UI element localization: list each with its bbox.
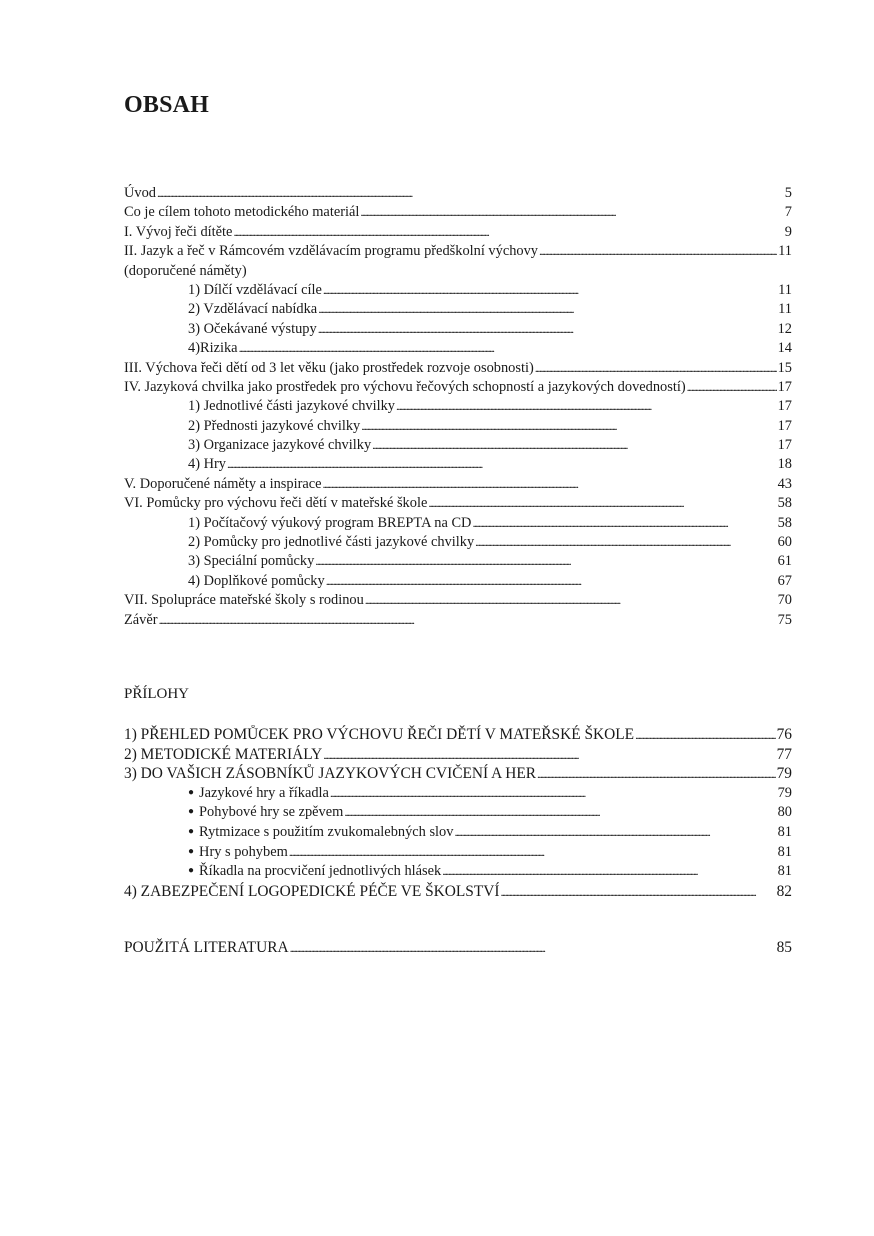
toc-entry-page: 11 xyxy=(778,281,792,298)
leader-dots xyxy=(318,320,777,339)
toc-entry-page: 61 xyxy=(777,553,792,570)
toc-entry-label: 3) Očekávané výstupy xyxy=(188,320,317,337)
toc-entry[interactable] xyxy=(124,242,792,261)
toc-entry-page: 11 xyxy=(778,301,792,318)
toc-entry-label: (doporučené náměty) xyxy=(124,262,247,279)
toc-entry-label: 1) Jednotlivé části jazykové chvilky xyxy=(188,398,396,415)
toc-entry-continuation xyxy=(124,262,792,281)
appendix-entry-label: ● Rytmizace s použitím zvukomalebných slov xyxy=(188,823,453,843)
literature-page: 85 xyxy=(776,939,792,956)
appendix-entry-page: 79 xyxy=(777,784,792,801)
appendix-entry-page: 81 xyxy=(777,823,792,840)
toc-entry-label: IV. Jazyková chvilka jako prostředek pro výchovu řečových schopností a jazykových dovedností) xyxy=(124,378,686,395)
leader-dots xyxy=(233,223,783,242)
toc-entry[interactable] xyxy=(124,223,792,242)
literature-label: POUŽITÁ LITERATURA xyxy=(124,939,289,956)
leader-dots xyxy=(323,281,777,300)
toc-subentry[interactable] xyxy=(124,417,792,436)
leader-dots xyxy=(227,455,777,474)
toc-entry-label: V. Doporučené náměty a inspirace xyxy=(124,475,322,492)
toc-entry-label: 4) Hry xyxy=(188,456,226,473)
toc-entry[interactable] xyxy=(124,359,792,378)
appendix-entry-label: ● Pohybové hry se zpěvem xyxy=(188,803,343,823)
appendix-bullet-entry[interactable] xyxy=(124,823,792,843)
leader-dots xyxy=(442,862,776,882)
leader-dots xyxy=(159,611,777,630)
appendix-entry-label: ● Jazykové hry a říkadla xyxy=(188,784,329,804)
leader-dots xyxy=(330,784,777,804)
leader-dots xyxy=(472,514,776,533)
toc-entry-page: 18 xyxy=(777,456,792,473)
appendix-list xyxy=(124,725,792,901)
toc-entry-page: 5 xyxy=(784,185,792,201)
leader-dots xyxy=(360,203,783,222)
leader-dots xyxy=(372,436,776,455)
toc-subentry[interactable] xyxy=(124,455,792,474)
appendix-entry-label: 2) METODICKÉ MATERIÁLY xyxy=(124,745,323,763)
toc-entry[interactable] xyxy=(124,203,792,222)
leader-dots xyxy=(290,938,776,958)
toc-entry-label: 4) Doplňkové pomůcky xyxy=(188,572,325,589)
leader-dots xyxy=(315,552,776,571)
leader-dots xyxy=(323,745,775,765)
appendix-heading: PŘÍLOHY xyxy=(124,686,190,702)
appendix-entry-page: 82 xyxy=(776,882,792,900)
appendix-entry-page: 80 xyxy=(777,804,792,821)
toc-entry-label: 2) Pomůcky pro jednotlivé části jazykové chvilky xyxy=(188,534,475,551)
appendix-entry-label: ● Říkadla na procvičení jednotlivých hlásek xyxy=(188,862,441,882)
toc-entry[interactable] xyxy=(124,611,792,630)
toc-entry[interactable] xyxy=(124,378,792,397)
toc-entry-label: II. Jazyk a řeč v Rámcovém vzdělávacím programu předškolní výchovy xyxy=(124,243,538,260)
toc-entry-page: 7 xyxy=(784,204,792,221)
leader-dots xyxy=(475,533,776,552)
toc-entry-label: 2) Přednosti jazykové chvilky xyxy=(188,417,361,434)
appendix-entry[interactable] xyxy=(124,882,792,902)
toc-subentry[interactable] xyxy=(124,572,792,591)
leader-dots xyxy=(323,475,777,494)
toc-entry-label: 1) Dílčí vzdělávací cíle xyxy=(188,281,322,298)
toc-entry-page: 75 xyxy=(777,611,792,628)
appendix-entry-page: 77 xyxy=(776,745,792,763)
toc-entry-page: 14 xyxy=(777,340,792,357)
leader-dots xyxy=(428,494,776,513)
appendix-entry-label: 3) DO VAŠICH ZÁSOBNÍKŮ JAZYKOVÝCH CVIČENÍ A HER xyxy=(124,765,537,783)
toc-subentry[interactable] xyxy=(124,339,792,358)
appendix-entry-page: 76 xyxy=(776,726,792,743)
leader-dots xyxy=(396,397,777,416)
leader-dots xyxy=(239,339,777,358)
literature-entry[interactable] xyxy=(124,938,792,958)
toc-entry[interactable] xyxy=(124,494,792,513)
toc-subentry[interactable] xyxy=(124,281,792,300)
toc-entry-page: 58 xyxy=(777,495,792,512)
leader-dots xyxy=(539,242,777,261)
appendix-entry-page: 79 xyxy=(776,765,792,783)
leader-dots xyxy=(326,572,777,591)
toc-entry-label: 3) Speciální pomůcky xyxy=(188,553,315,570)
toc-subentry[interactable] xyxy=(124,397,792,416)
page-title: OBSAH xyxy=(124,92,210,118)
toc-entry-label: III. Výchova řeči dětí od 3 let věku (jako prostředek rozvoje osobnosti) xyxy=(124,359,534,376)
literature-section xyxy=(124,938,792,958)
leader-dots xyxy=(454,823,776,843)
toc-subentry[interactable] xyxy=(124,320,792,339)
toc-entry-label: Co je cílem tohoto metodického materiál xyxy=(124,204,360,221)
leader-dots xyxy=(687,378,777,397)
toc-entry-label: VII. Spolupráce mateřské školy s rodinou xyxy=(124,592,364,609)
leader-dots xyxy=(289,843,777,863)
toc-entry-page: 15 xyxy=(777,359,792,376)
toc-subentry[interactable] xyxy=(124,552,792,571)
toc-entry-label: 3) Organizace jazykové chvilky xyxy=(188,437,372,454)
toc-entry-page: 17 xyxy=(777,437,792,454)
leader-dots xyxy=(535,359,777,378)
appendix-entry-label: ● Hry s pohybem xyxy=(188,843,288,863)
appendix-bullet-entry[interactable] xyxy=(124,784,792,804)
toc-subentry[interactable] xyxy=(124,300,792,319)
toc-entry-page: 12 xyxy=(777,320,792,337)
toc-entry-label: VI. Pomůcky pro výchovu řeči dětí v mateřské škole xyxy=(124,495,428,512)
toc-entry-page: 9 xyxy=(784,223,792,240)
leader-dots xyxy=(365,591,777,610)
toc-subentry[interactable] xyxy=(124,514,792,533)
toc-entry-page: 17 xyxy=(777,378,792,395)
appendix-bullet-entry[interactable] xyxy=(124,803,792,823)
toc-entry-label: Úvod xyxy=(124,185,156,201)
toc-entry-label: 4)Rizika xyxy=(188,340,238,357)
toc-subentry[interactable] xyxy=(124,533,792,552)
toc-entry-label: 1) Počítačový výukový program BREPTA na CD xyxy=(188,514,472,531)
toc-entry-page: 70 xyxy=(777,592,792,609)
toc-entry[interactable] xyxy=(124,591,792,610)
toc-entry-page: 43 xyxy=(777,475,792,492)
leader-dots xyxy=(344,803,776,823)
toc-entry[interactable] xyxy=(124,475,792,494)
appendix-entry-label: 1) PŘEHLED POMŮCEK PRO VÝCHOVU ŘEČI DĚTÍ V MATEŘSKÉ ŠKOLE xyxy=(124,726,635,743)
table-of-contents xyxy=(124,184,792,630)
leader-dots xyxy=(157,184,784,203)
toc-entry-label: 2) Vzdělávací nabídka xyxy=(188,301,318,318)
toc-entry-label: Závěr xyxy=(124,611,158,628)
leader-dots xyxy=(501,882,776,902)
toc-entry-page: 17 xyxy=(777,398,792,415)
leader-dots xyxy=(635,725,776,745)
appendix-entry-label: 4) ZABEZPEČENÍ LOGOPEDICKÉ PÉČE VE ŠKOLSTVÍ xyxy=(124,882,500,900)
toc-entry-page: 67 xyxy=(777,572,792,589)
appendix-entry-page: 81 xyxy=(777,863,792,880)
appendix-entry-page: 81 xyxy=(777,843,792,860)
appendix-entry[interactable] xyxy=(124,745,792,765)
leader-dots xyxy=(537,764,776,784)
toc-entry-page: 11 xyxy=(778,243,792,260)
appendix-entry[interactable] xyxy=(124,764,792,784)
appendix-entry[interactable] xyxy=(124,725,792,745)
appendix-bullet-entry[interactable] xyxy=(124,843,792,863)
appendix-bullet-entry[interactable] xyxy=(124,862,792,882)
leader-dots xyxy=(361,417,776,436)
toc-entry-page: 58 xyxy=(777,514,792,531)
toc-subentry[interactable] xyxy=(124,436,792,455)
toc-entry[interactable] xyxy=(124,184,792,203)
toc-entry-label: I. Vývoj řeči dítěte xyxy=(124,223,233,240)
toc-entry-page: 17 xyxy=(777,417,792,434)
leader-dots xyxy=(318,300,777,319)
toc-entry-page: 60 xyxy=(777,534,792,551)
